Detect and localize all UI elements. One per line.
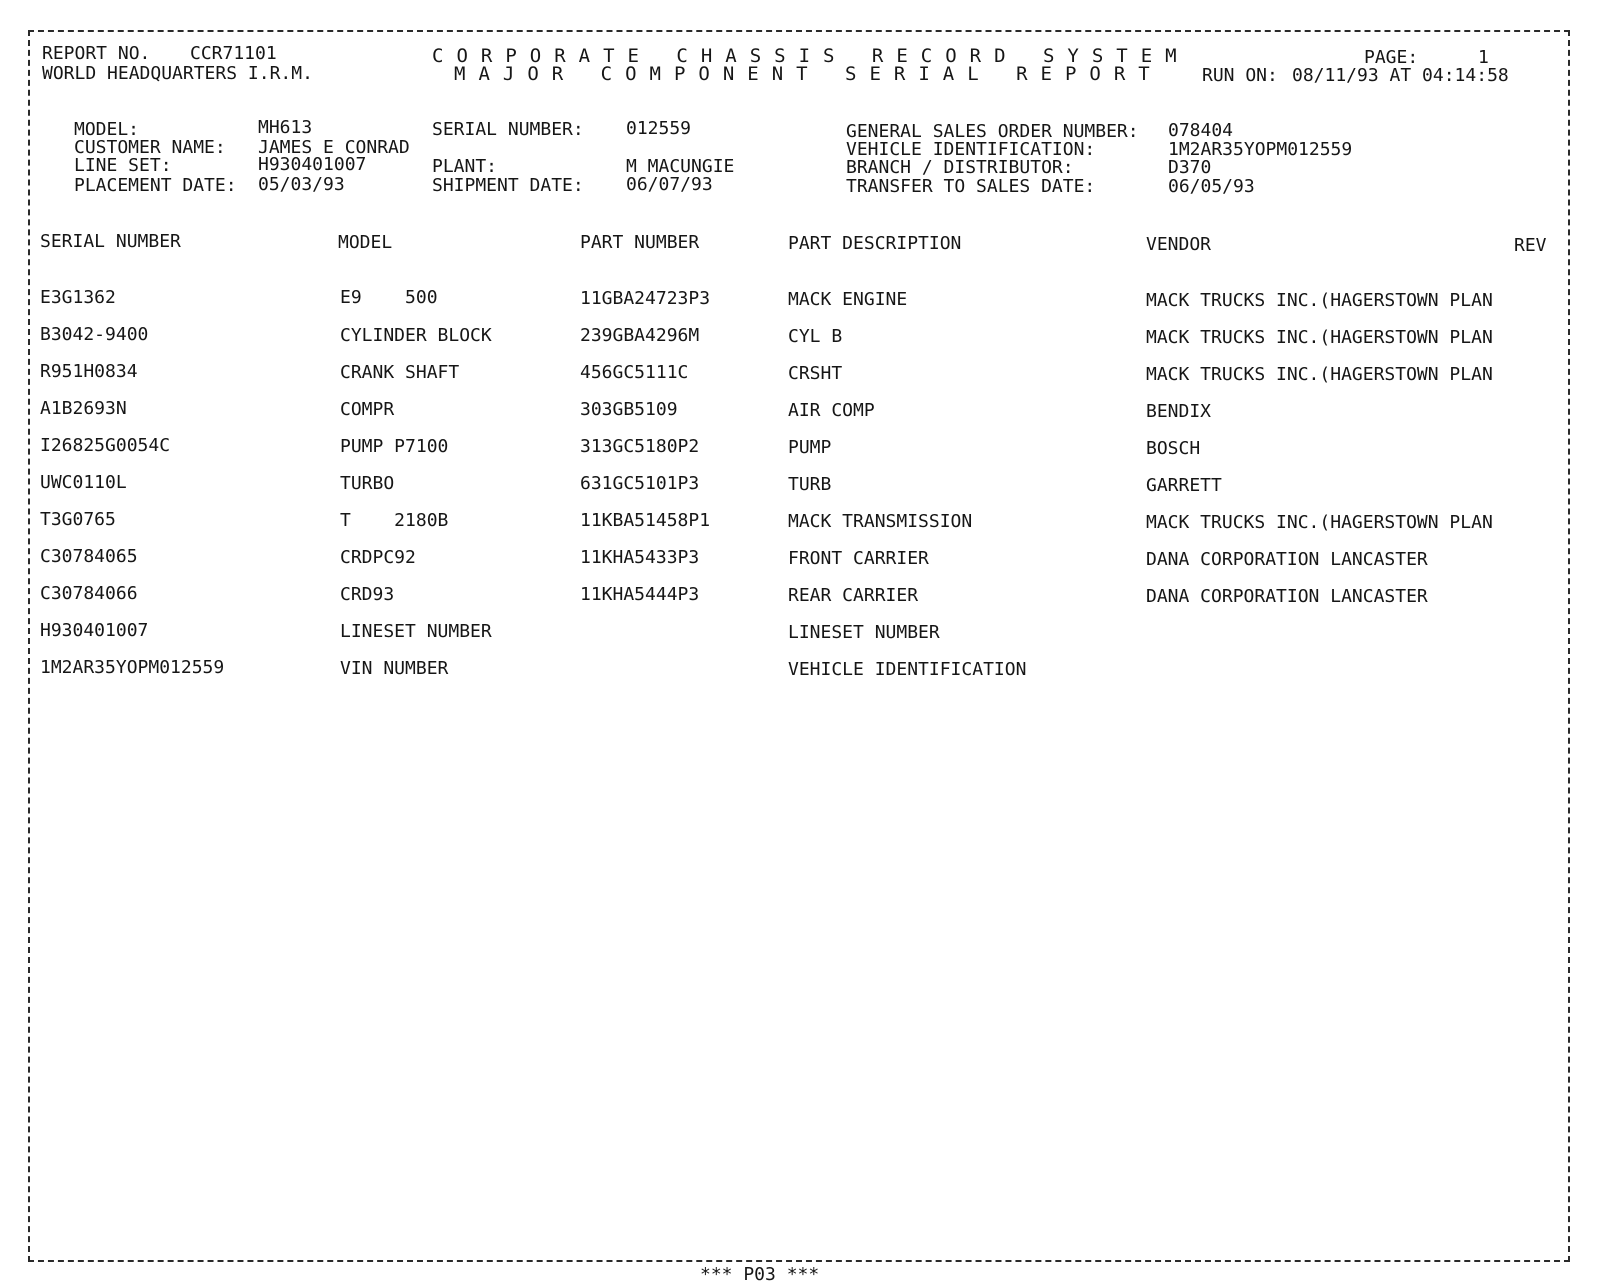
model-cell: CRANK SHAFT	[340, 362, 460, 383]
serial-cell: UWC0110L	[40, 472, 127, 493]
placement-date-value: 05/03/93	[258, 174, 345, 195]
customer-value: JAMES E CONRAD	[258, 137, 410, 158]
part-number-cell: 11KHA5444P3	[580, 584, 700, 605]
model-cell: E9 500	[340, 287, 438, 308]
column-header-model: MODEL	[338, 232, 393, 253]
column-header-part-number: PART NUMBER	[580, 232, 700, 253]
part-description-cell: PUMP	[788, 437, 832, 458]
part-description-cell: LINESET NUMBER	[788, 622, 940, 643]
part-description-cell: CRSHT	[788, 363, 843, 384]
part-description-cell: REAR CARRIER	[788, 585, 919, 606]
model-cell: LINESET NUMBER	[340, 621, 492, 642]
placement-date-label: PLACEMENT DATE:	[74, 175, 237, 196]
organization: WORLD HEADQUARTERS I.R.M.	[42, 63, 313, 84]
part-description-cell: FRONT CARRIER	[788, 548, 929, 569]
model-cell: VIN NUMBER	[340, 658, 449, 679]
column-header-vendor: VENDOR	[1146, 234, 1212, 255]
serial-cell: 1M2AR35YOPM012559	[40, 657, 225, 678]
vendor-cell: DANA CORPORATION LANCASTER	[1146, 586, 1428, 607]
report-no-label: REPORT NO.	[42, 43, 151, 64]
vin-value: 1M2AR35YOPM012559	[1168, 139, 1353, 160]
branch-label: BRANCH / DISTRIBUTOR:	[846, 157, 1074, 178]
model-cell: TURBO	[340, 473, 395, 494]
report-title-line2: MAJOR COMPONENT SERIAL REPORT	[454, 63, 1163, 85]
part-description-cell: TURB	[788, 474, 832, 495]
shipment-date-label: SHIPMENT DATE:	[432, 175, 584, 196]
plant-label: PLANT:	[432, 156, 498, 177]
plant-value: M MACUNGIE	[626, 156, 735, 177]
customer-label: CUSTOMER NAME:	[74, 137, 226, 158]
report-title-line1: CORPORATE CHASSIS RECORD SYSTEM	[432, 45, 1190, 67]
model-cell: CYLINDER BLOCK	[340, 325, 492, 346]
model-value: MH613	[258, 117, 313, 138]
branch-value: D370	[1168, 157, 1212, 178]
vendor-cell: BENDIX	[1146, 401, 1212, 422]
column-header-rev: REV	[1514, 235, 1547, 256]
vendor-cell: GARRETT	[1146, 475, 1222, 496]
part-number-cell: 313GC5180P2	[580, 436, 700, 457]
serial-cell: R951H0834	[40, 361, 138, 382]
report-no: CCR71101	[190, 43, 277, 64]
vendor-cell: MACK TRUCKS INC.(HAGERSTOWN PLAN	[1146, 512, 1493, 533]
vin-label: VEHICLE IDENTIFICATION:	[846, 139, 1096, 160]
page-label: PAGE:	[1364, 47, 1419, 68]
model-cell: CRDPC92	[340, 547, 416, 568]
part-description-cell: MACK ENGINE	[788, 289, 908, 310]
part-number-cell: 456GC5111C	[580, 362, 689, 383]
transfer-date-value: 06/05/93	[1168, 176, 1255, 197]
vendor-cell: MACK TRUCKS INC.(HAGERSTOWN PLAN	[1146, 290, 1493, 311]
part-description-cell: CYL B	[788, 326, 843, 347]
part-description-cell: AIR COMP	[788, 400, 875, 421]
serial-cell: C30784065	[40, 546, 138, 567]
serial-number-label: SERIAL NUMBER:	[432, 119, 584, 140]
column-header-serial: SERIAL NUMBER	[40, 231, 181, 252]
vendor-cell: MACK TRUCKS INC.(HAGERSTOWN PLAN	[1146, 327, 1493, 348]
run-on-label: RUN ON:	[1202, 65, 1278, 86]
serial-cell: I26825G0054C	[40, 435, 171, 456]
model-label: MODEL:	[74, 119, 140, 140]
vendor-cell: MACK TRUCKS INC.(HAGERSTOWN PLAN	[1146, 364, 1493, 385]
part-number-cell: 303GB5109	[580, 399, 678, 420]
serial-number-value: 012559	[626, 118, 692, 139]
part-description-cell: MACK TRANSMISSION	[788, 511, 973, 532]
serial-cell: T3G0765	[40, 509, 116, 530]
serial-cell: A1B2693N	[40, 398, 127, 419]
part-number-cell: 11GBA24723P3	[580, 288, 711, 309]
part-description-cell: VEHICLE IDENTIFICATION	[788, 659, 1027, 680]
gso-label: GENERAL SALES ORDER NUMBER:	[846, 121, 1139, 142]
lineset-value: H930401007	[258, 154, 367, 175]
model-cell: T 2180B	[340, 510, 449, 531]
transfer-date-label: TRANSFER TO SALES DATE:	[846, 176, 1096, 197]
part-number-cell: 11KBA51458P1	[580, 510, 711, 531]
serial-cell: E3G1362	[40, 287, 116, 308]
model-cell: COMPR	[340, 399, 395, 420]
run-on-value: 08/11/93 AT 04:14:58	[1292, 65, 1509, 86]
serial-cell: C30784066	[40, 583, 138, 604]
part-number-cell: 11KHA5433P3	[580, 547, 700, 568]
vendor-cell: DANA CORPORATION LANCASTER	[1146, 549, 1428, 570]
model-cell: CRD93	[340, 584, 395, 605]
serial-cell: B3042-9400	[40, 324, 149, 345]
lineset-label: LINE SET:	[74, 155, 172, 176]
shipment-date-value: 06/07/93	[626, 174, 713, 195]
serial-cell: H930401007	[40, 620, 149, 641]
vendor-cell: BOSCH	[1146, 438, 1201, 459]
part-number-cell: 239GBA4296M	[580, 325, 700, 346]
page-footer: *** P03 ***	[700, 1264, 820, 1285]
gso-value: 078404	[1168, 120, 1234, 141]
part-number-cell: 631GC5101P3	[580, 473, 700, 494]
column-header-part-description: PART DESCRIPTION	[788, 233, 962, 254]
model-cell: PUMP P7100	[340, 436, 449, 457]
page-number: 1	[1478, 47, 1489, 68]
report-border	[28, 30, 1570, 1262]
